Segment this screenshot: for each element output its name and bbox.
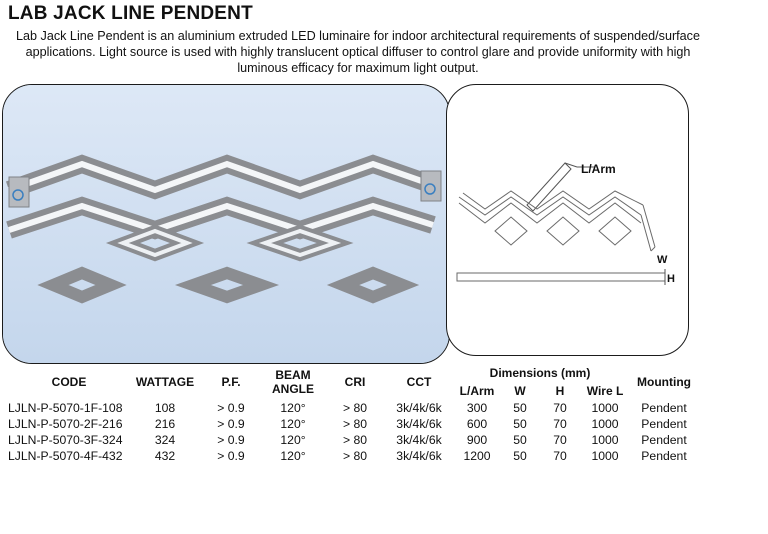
col-larm: L/Arm — [459, 384, 495, 398]
col-mounting: Mounting — [637, 375, 691, 389]
cell-cri: > 80 — [342, 433, 368, 447]
product-image-panel — [2, 84, 450, 364]
spec-table — [8, 364, 700, 464]
cell-pf: > 0.9 — [217, 401, 245, 415]
width-label: W — [657, 254, 668, 266]
cell-mounting: Pendent — [641, 417, 687, 431]
cell-larm: 600 — [466, 417, 488, 431]
cell-larm: 900 — [466, 433, 488, 447]
cell-cct: 3k/4k/6k — [396, 433, 442, 447]
cell-larm: 300 — [466, 401, 488, 415]
col-wattage: WATTAGE — [135, 375, 195, 389]
col-beam-line1: BEAM — [275, 368, 311, 382]
cell-w: 50 — [513, 433, 527, 447]
col-dimensions: Dimensions (mm) — [489, 366, 591, 380]
cell-wire: 1000 — [591, 433, 619, 447]
col-cct: CCT — [406, 375, 432, 389]
cell-w: 50 — [513, 401, 527, 415]
cell-wire: 1000 — [591, 449, 619, 463]
header-row-top — [8, 364, 700, 382]
cell-mounting: Pendent — [641, 433, 687, 447]
cell-cri: > 80 — [342, 401, 368, 415]
cell-wire: 1000 — [591, 417, 619, 431]
cell-cct: 3k/4k/6k — [396, 449, 442, 463]
col-code: CODE — [51, 375, 87, 389]
cell-code: LJLN-P-5070-2F-216 — [8, 417, 123, 431]
cell-h: 70 — [553, 433, 567, 447]
cell-mounting: Pendent — [641, 401, 687, 415]
cell-wire: 1000 — [591, 401, 619, 415]
col-cri: CRI — [344, 375, 366, 389]
height-label: H — [667, 273, 675, 285]
larm-label: L/Arm — [581, 162, 616, 176]
col-pf: P.F. — [221, 375, 241, 389]
col-wire: Wire L — [586, 384, 624, 398]
cell-code: LJLN-P-5070-3F-324 — [8, 433, 123, 447]
page-title: LAB JACK LINE PENDENT — [8, 3, 253, 24]
cell-cct: 3k/4k/6k — [396, 417, 442, 431]
cell-cri: > 80 — [342, 449, 368, 463]
cell-cct: 3k/4k/6k — [396, 401, 442, 415]
product-render-image — [3, 85, 449, 363]
dimension-drawing-panel — [446, 84, 689, 356]
cell-wattage: 108 — [154, 401, 176, 415]
cell-cri: > 80 — [342, 417, 368, 431]
col-w: W — [514, 384, 526, 398]
cell-larm: 1200 — [463, 449, 491, 463]
table-row — [8, 416, 700, 432]
cell-h: 70 — [553, 417, 567, 431]
cell-w: 50 — [513, 449, 527, 463]
col-beam-line2: ANGLE — [272, 382, 314, 396]
cell-wattage: 216 — [154, 417, 176, 431]
cell-wattage: 432 — [154, 449, 176, 463]
cell-h: 70 — [553, 449, 567, 463]
line-drawing — [447, 85, 688, 355]
cell-code: LJLN-P-5070-4F-432 — [8, 449, 123, 463]
cell-w: 50 — [513, 417, 527, 431]
cell-pf: > 0.9 — [217, 449, 245, 463]
cell-h: 70 — [553, 401, 567, 415]
cell-beam: 120° — [280, 433, 306, 447]
cell-beam: 120° — [280, 401, 306, 415]
cell-beam: 120° — [280, 449, 306, 463]
table-row — [8, 448, 700, 464]
cell-code: LJLN-P-5070-1F-108 — [8, 401, 123, 415]
product-description: Lab Jack Line Pendent is an aluminium extruded LED luminaire for indoor architectural requirements of suspended/surface applications. Light source is used with highly translucent optical diffuser to control glare and provide uniformity with high luminous efficacy for maximum light output. — [16, 29, 700, 75]
table-row — [8, 432, 700, 448]
cell-mounting: Pendent — [641, 449, 687, 463]
col-h: H — [555, 384, 565, 398]
table-row — [8, 400, 700, 416]
col-beam — [262, 364, 324, 400]
cell-pf: > 0.9 — [217, 433, 245, 447]
cell-pf: > 0.9 — [217, 417, 245, 431]
cell-wattage: 324 — [154, 433, 176, 447]
cell-beam: 120° — [280, 417, 306, 431]
